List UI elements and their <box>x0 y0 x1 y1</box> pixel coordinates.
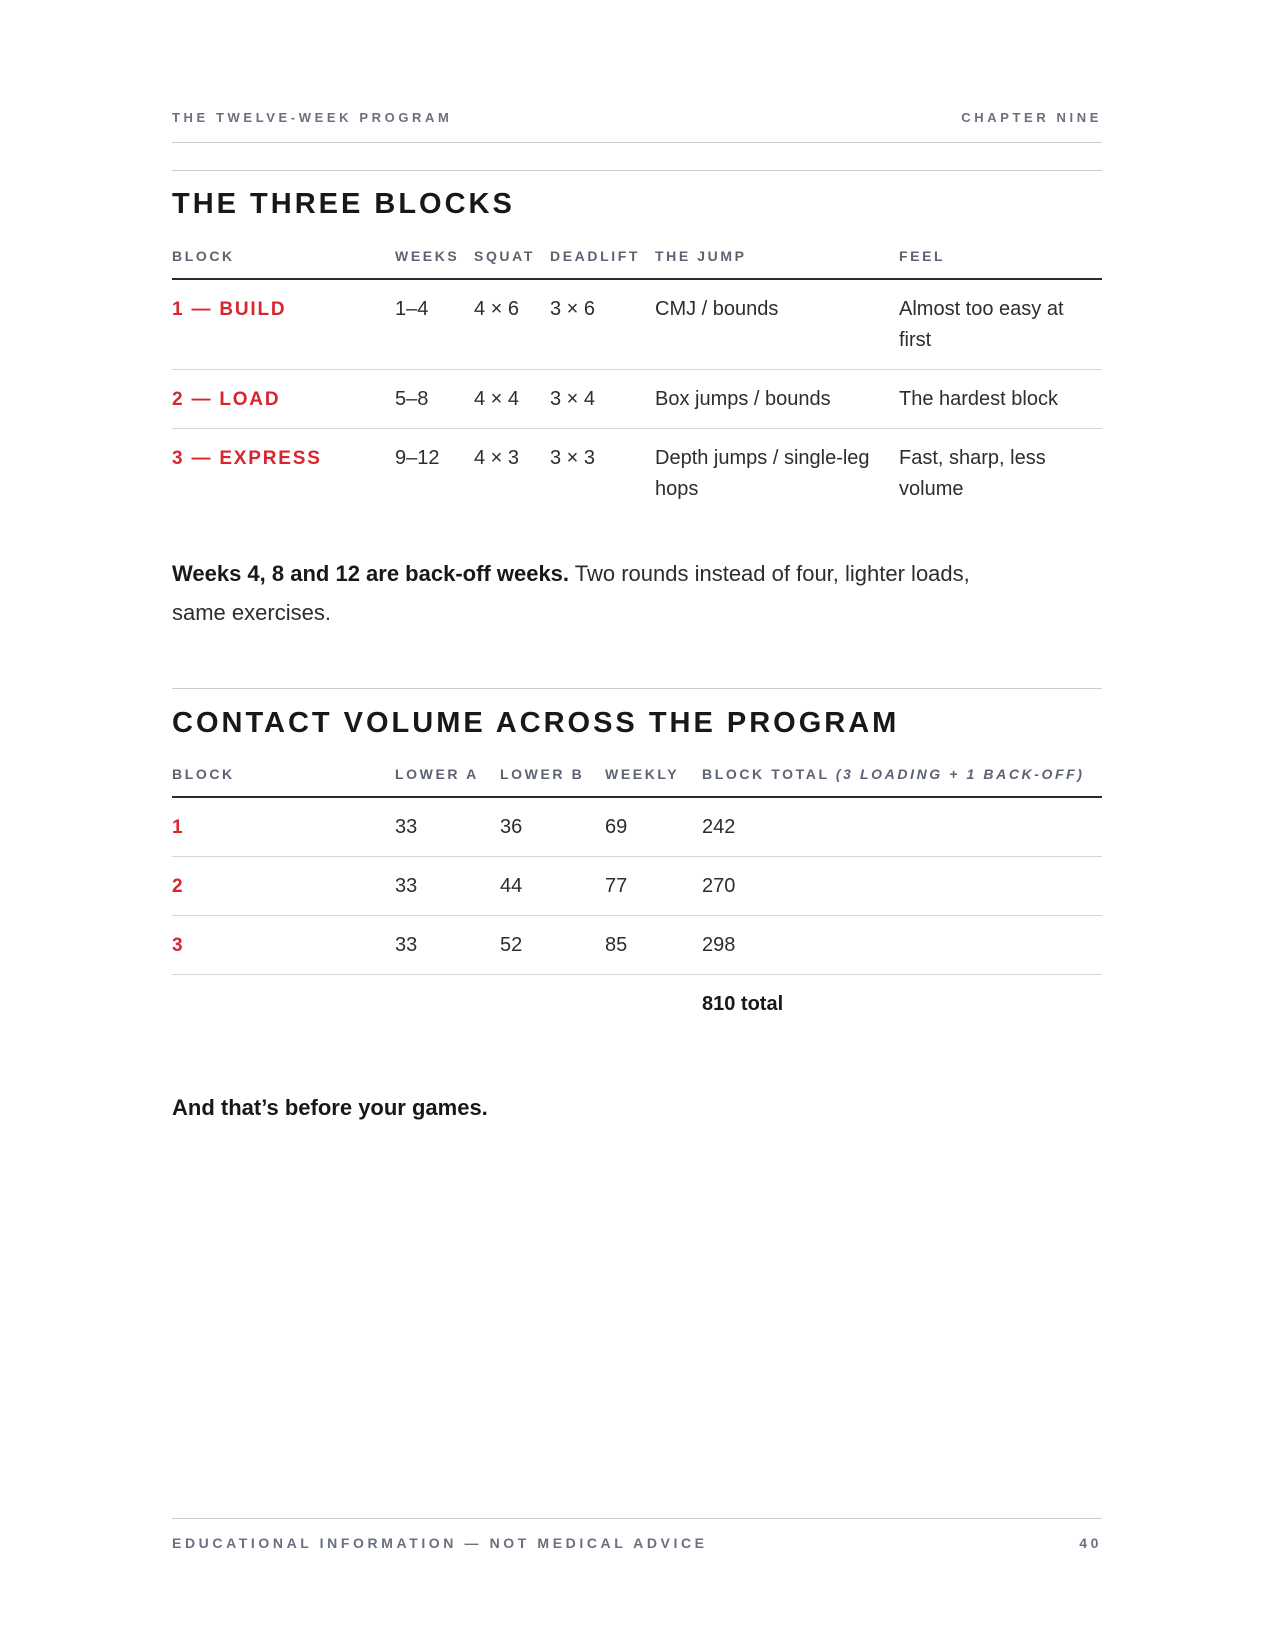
column-header-feel: FEEL <box>899 248 1102 279</box>
table-row <box>172 370 1102 429</box>
column-header-weekly: WEEKLY <box>605 766 702 797</box>
blocks-table <box>172 248 1102 518</box>
column-header-block: BLOCK <box>172 248 395 279</box>
column-header-weeks: WEEKS <box>395 248 474 279</box>
lower-b-cell: 44 <box>500 857 605 916</box>
squat-cell: 4 × 4 <box>474 370 550 429</box>
column-header-deadlift: DEADLIFT <box>550 248 655 279</box>
block-name: 1 — BUILD <box>172 279 395 370</box>
column-header-lower-a: LOWER A <box>395 766 500 797</box>
weekly-cell: 85 <box>605 916 702 975</box>
running-footer <box>172 1518 1102 1551</box>
deadlift-cell: 3 × 3 <box>550 447 596 469</box>
section-title-volume: CONTACT VOLUME ACROSS THE PROGRAM <box>172 707 900 739</box>
block-number: 2 <box>172 857 395 916</box>
squat-cell: 4 × 6 <box>474 279 550 370</box>
squat-cell: 4 × 3 <box>474 447 520 469</box>
column-header-block-total <box>702 766 1102 797</box>
lower-b-cell: 52 <box>500 916 605 975</box>
document-page <box>172 0 1102 1650</box>
weekly-cell: 77 <box>605 857 702 916</box>
table-row <box>172 797 1102 857</box>
footer-disclaimer: EDUCATIONAL INFORMATION — NOT MEDICAL ADVICE <box>172 1535 708 1551</box>
table-row <box>172 279 1102 370</box>
backoff-emphasis: Weeks 4, 8 and 12 are back-off weeks. <box>172 561 570 586</box>
empty-cell <box>605 975 702 1034</box>
column-header-lower-b: LOWER B <box>500 766 605 797</box>
weeks-cell: 5–8 <box>395 370 474 429</box>
empty-cell <box>500 975 605 1034</box>
table-header-row <box>172 766 1102 797</box>
column-header-squat: SQUAT <box>474 248 550 279</box>
lower-a-cell: 33 <box>395 797 500 857</box>
block-total-note: (3 LOADING + 1 BACK-OFF) <box>835 766 1085 782</box>
contact-volume-table <box>172 766 1102 1033</box>
weeks-cell: 1–4 <box>395 279 474 370</box>
block-total-cell: 242 <box>702 797 1102 857</box>
table-header-row <box>172 248 1102 279</box>
weeks-cell: 9–12 <box>395 447 440 469</box>
jump-cell: Depth jumps / single-leg hops <box>655 447 870 500</box>
section-title-blocks: THE THREE BLOCKS <box>172 188 515 220</box>
jump-cell: Box jumps / bounds <box>655 370 899 429</box>
empty-cell <box>172 975 395 1034</box>
block-name: 3 — EXPRESS <box>172 448 322 469</box>
weekly-cell: 69 <box>605 797 702 857</box>
lower-a-cell: 33 <box>395 857 500 916</box>
block-total-cell: 270 <box>702 857 1102 916</box>
lower-a-cell: 33 <box>395 916 500 975</box>
feel-cell: Fast, sharp, less volume <box>899 447 1046 500</box>
section-divider <box>172 688 1102 689</box>
block-number: 3 <box>172 916 395 975</box>
column-header-block: BLOCK <box>172 766 395 797</box>
page-number: 40 <box>1079 1535 1102 1551</box>
block-name: 2 — LOAD <box>172 370 395 429</box>
table-row <box>172 857 1102 916</box>
closing-line: And that’s before your games. <box>172 1095 488 1120</box>
table-row <box>172 429 1102 519</box>
block-number: 1 <box>172 797 395 857</box>
header-book-title: THE TWELVE-WEEK PROGRAM <box>172 110 453 125</box>
header-chapter: CHAPTER NINE <box>961 110 1102 125</box>
section-divider <box>172 170 1102 171</box>
backoff-detail: Two rounds instead of four, lighter loads, same exercises. <box>172 561 970 625</box>
deadlift-cell: 3 × 6 <box>550 279 655 370</box>
deadlift-cell: 3 × 4 <box>550 370 655 429</box>
table-row <box>172 916 1102 975</box>
block-total-label: BLOCK TOTAL <box>702 766 830 782</box>
feel-cell: Almost too easy at first <box>899 279 1102 370</box>
grand-total-row <box>172 975 1102 1034</box>
backoff-paragraph <box>172 554 972 632</box>
feel-cell: The hardest block <box>899 370 1102 429</box>
jump-cell: CMJ / bounds <box>655 279 899 370</box>
grand-total: 810 total <box>702 993 784 1015</box>
empty-cell <box>395 975 500 1034</box>
block-total-cell: 298 <box>702 916 1102 975</box>
column-header-jump: THE JUMP <box>655 248 899 279</box>
running-header <box>172 110 1102 143</box>
lower-b-cell: 36 <box>500 797 605 857</box>
